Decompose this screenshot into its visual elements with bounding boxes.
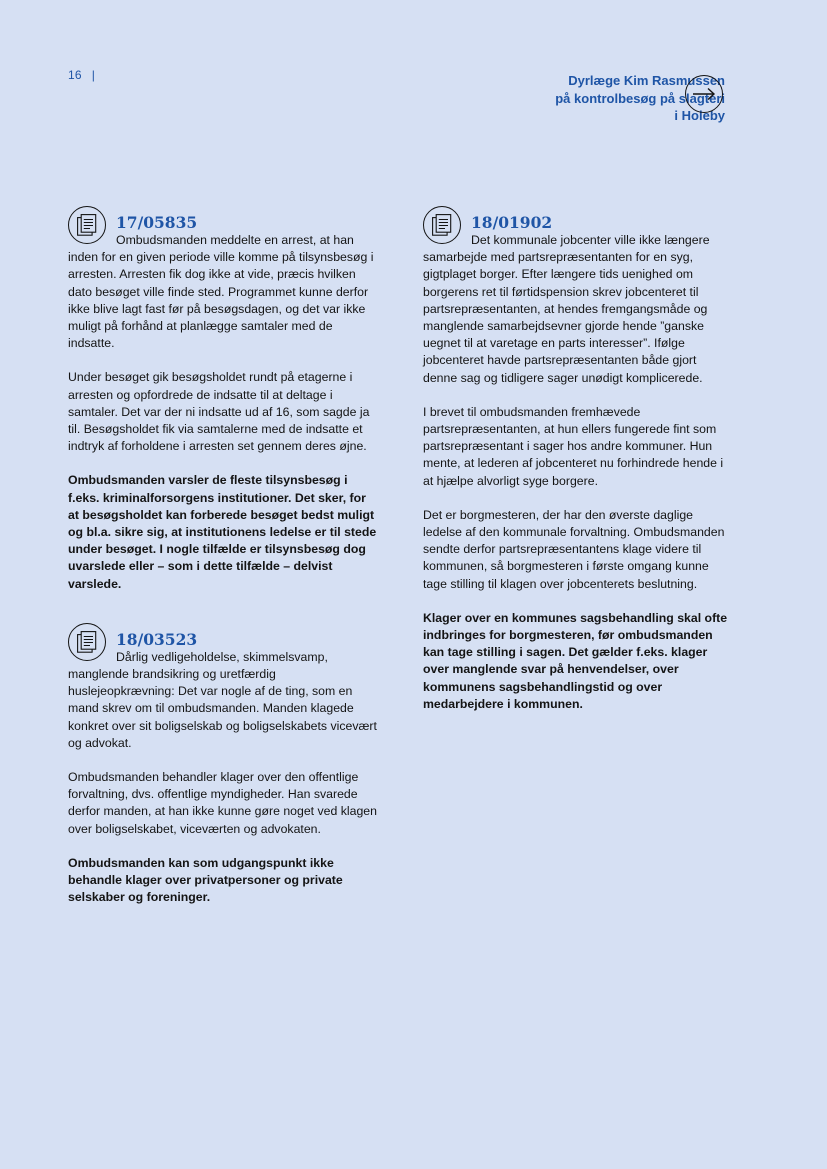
arrow-right-icon — [692, 87, 716, 101]
left-column — [68, 206, 378, 907]
nav-title-line: på kontrolbesøg på slagteri — [555, 90, 725, 106]
case-conclusion: Ombudsmanden varsler de fleste tilsynsbesøg i f.eks. kriminalforsorgens institutioner. Det sker, for at besøgsholdet kan forberede besøget bedst muligt og bl.a. sikre sig, at institutionens ledelse er til stede under besøget. I nogle tilfælde er tilsynsbesøg dog uvarslede eller – som i dette tilfælde – delvist varslede. — [68, 473, 377, 591]
page-number-value: 16 — [68, 68, 82, 82]
nav-title-line: i Holeby — [674, 108, 725, 123]
case-18-03523 — [68, 623, 378, 907]
case-number: 17/05835 — [116, 213, 198, 232]
case-paragraph: Ombudsmanden meddelte en arrest, at han inden for en given periode ville komme på tilsynsbesøg i arresten. Arresten fik dog ikke at vide, præcis hvilken dato besøget ville finde sted. Programmet kunne derfor ikke blive lagt fast før på besøgsdagen, og det var ikke muligt på forhånd at planlægge samtaler med de indsatte. — [68, 233, 374, 351]
case-paragraph: I brevet til ombudsmanden fremhævede partsrepræsentanten, at hun ellers fungerede fint som partsrepræsentant i sager hos andre kommuner. Hun mente, at lederen af jobcenteret nu forhindrede hende i at hjælpe alvorligt syge borgere. — [423, 404, 724, 488]
nav-title-line: Dyrlæge Kim Rasmussen — [568, 73, 725, 88]
case-17-05835 — [68, 206, 378, 593]
right-column — [423, 206, 733, 713]
case-paragraph: Det er borgmesteren, der har den øverste daglige ledelse af den kommunale forvaltning. Ombudsmanden sendte derfor partsrepræsentantens klage videre til kommunen, så borgmesteren i første omgang kunne tage stilling til klagen over jobcenterets beslutning. — [423, 507, 725, 591]
document-icon — [423, 206, 461, 244]
case-paragraph: Dårlig vedligeholdelse, skimmelsvamp, manglende brandsikring og uretfærdig huslejeopkrævning: Det var nogle af de ting, som en mand skrev om til ombudsmanden. Manden klagede konkret over sit boligselskab og boligselskabets vicevært og advokat. — [68, 649, 377, 750]
case-number: 18/01902 — [471, 213, 553, 232]
case-18-01902 — [423, 206, 733, 713]
case-paragraph: Under besøget gik besøgsholdet rundt på etagerne i arresten og opfordrede de indsatte til at deltage i samtaler. Det var der ni indsatte ud af 16, som sagde ja til. Besøgsholdet fik via samtalerne med de indsatte et indtryk af forholdene i arresten set gennem deres øjne. — [68, 370, 370, 454]
next-article-button[interactable] — [685, 75, 723, 113]
case-number: 18/03523 — [116, 629, 198, 649]
document-icon — [68, 623, 106, 661]
case-conclusion: Ombudsmanden kan som udgangspunkt ikke behandle klager over privatpersoner og private selskaber og foreninger. — [68, 855, 343, 905]
page-number-separator: | — [91, 68, 96, 82]
case-paragraph: Det kommunale jobcenter ville ikke længere samarbejde med partsrepræsentanten for en syg, gigtplaget borger. Efter længere tids uenighed om borgerens ret til førtidspension skrev jobcenteret til partsrepræsentanten, at hendes fremgangsmåde og manglende samarbejdsevner gjorde hende ”ganske uegnet til at varetage en parts interesser”. Ifølge jobcenteret havde partsrepræsentanten både gjort denne sag og tidligere sager unødigt komplicerede. — [423, 233, 710, 385]
case-conclusion: Klager over en kommunes sagsbehandling skal ofte indbringes for borgmesteren, før ombudsmanden kan tage stilling i sagen. Det gælder f.eks. klager over manglende svar på henvendelser, over kommunens sagsbehandlingstid og over medarbejdere i kommunen. — [423, 610, 728, 711]
case-paragraph: Ombudsmanden behandler klager over den offentlige forvaltning, dvs. offentlige myndigheder. Han svarede derfor manden, at han ikke kunne gøre noget ved klagen over boligselskabet, viceværten og advokaten. — [68, 770, 377, 836]
page-number — [68, 68, 95, 82]
document-icon — [68, 206, 106, 244]
